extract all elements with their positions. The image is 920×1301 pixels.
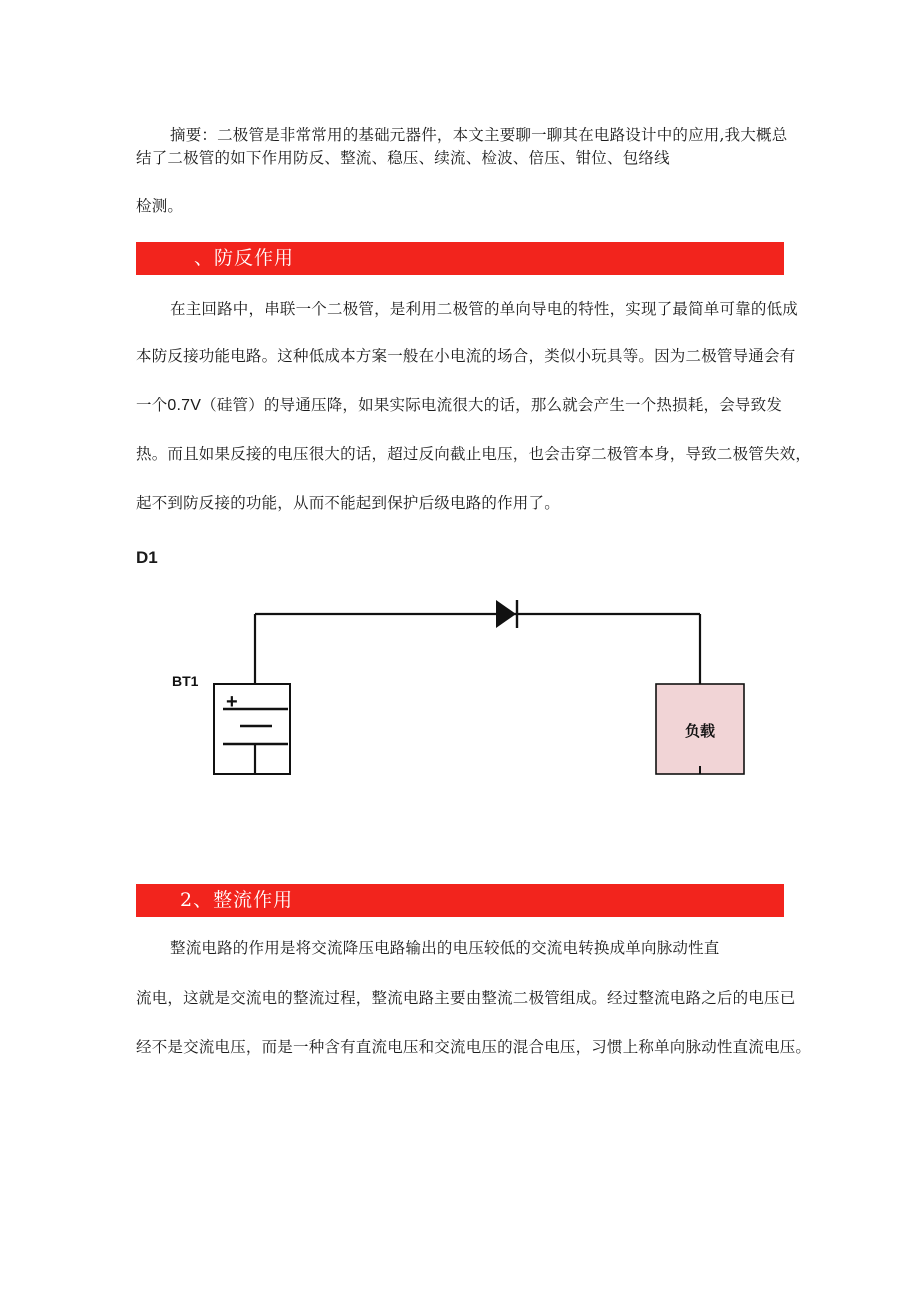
voltage-drop-value: 0.7V	[167, 397, 202, 414]
battery-plus-sign: +	[226, 691, 238, 713]
section-1-line-3-a: 一个	[136, 396, 168, 414]
section-2-line-1: 整流电路的作用是将交流降压电路输出的电压较低的交流电转换成单向脉动性直	[170, 939, 720, 957]
diode-symbol	[496, 600, 517, 628]
section-1-line-3	[136, 395, 788, 416]
load-box	[656, 684, 744, 774]
abstract-line-2: 结了二极管的如下作用防反、整流、稳压、续流、检波、倍压、钳位、包络线	[136, 149, 670, 167]
section-1-banner	[136, 242, 784, 275]
battery-symbol	[214, 684, 290, 774]
section-2-banner	[136, 884, 784, 917]
section-2-line-2: 流电，这就是交流电的整流过程，整流电路主要由整流二极管组成。经过整流电路之后的电压已	[136, 989, 796, 1007]
reverse-protection-circuit-diagram	[160, 588, 780, 788]
abstract-line-3: 检测。	[136, 197, 184, 215]
abstract-line-1: 摘要：二极管是非常常用的基础元器件，本文主要聊一聊其在电路设计中的应用,我大概总	[170, 126, 788, 144]
section-1-title: 、防反作用	[194, 247, 295, 269]
load-label: 负载	[684, 723, 716, 740]
section-1-line-2: 本防反接功能电路。这种低成本方案一般在小电流的场合，类似小玩具等。因为二极管导通会有	[136, 347, 796, 365]
section-1-line-5: 起不到防反接的功能，从而不能起到保护后级电路的作用了。	[136, 494, 560, 512]
section-2-title: 2、整流作用	[180, 889, 294, 911]
section-1-line-4: 热。而且如果反接的电压很大的话，超过反向截止电压，也会击穿二极管本身，导致二极管失效，	[136, 445, 812, 463]
battery-label: BT1	[172, 673, 199, 689]
section-2-line-3: 经不是交流电压，而是一种含有直流电压和交流电压的混合电压，习惯上称单向脉动性直流电压。	[136, 1038, 812, 1056]
section-1-line-3-b: （硅管）的导通压降，如果实际电流很大的话，那么就会产生一个热损耗，会导致发	[201, 396, 783, 414]
diode-label: D1	[136, 548, 158, 567]
section-1-line-1: 在主回路中，串联一个二极管，是利用二极管的单向导电的特性，实现了最简单可靠的低成	[170, 300, 799, 318]
